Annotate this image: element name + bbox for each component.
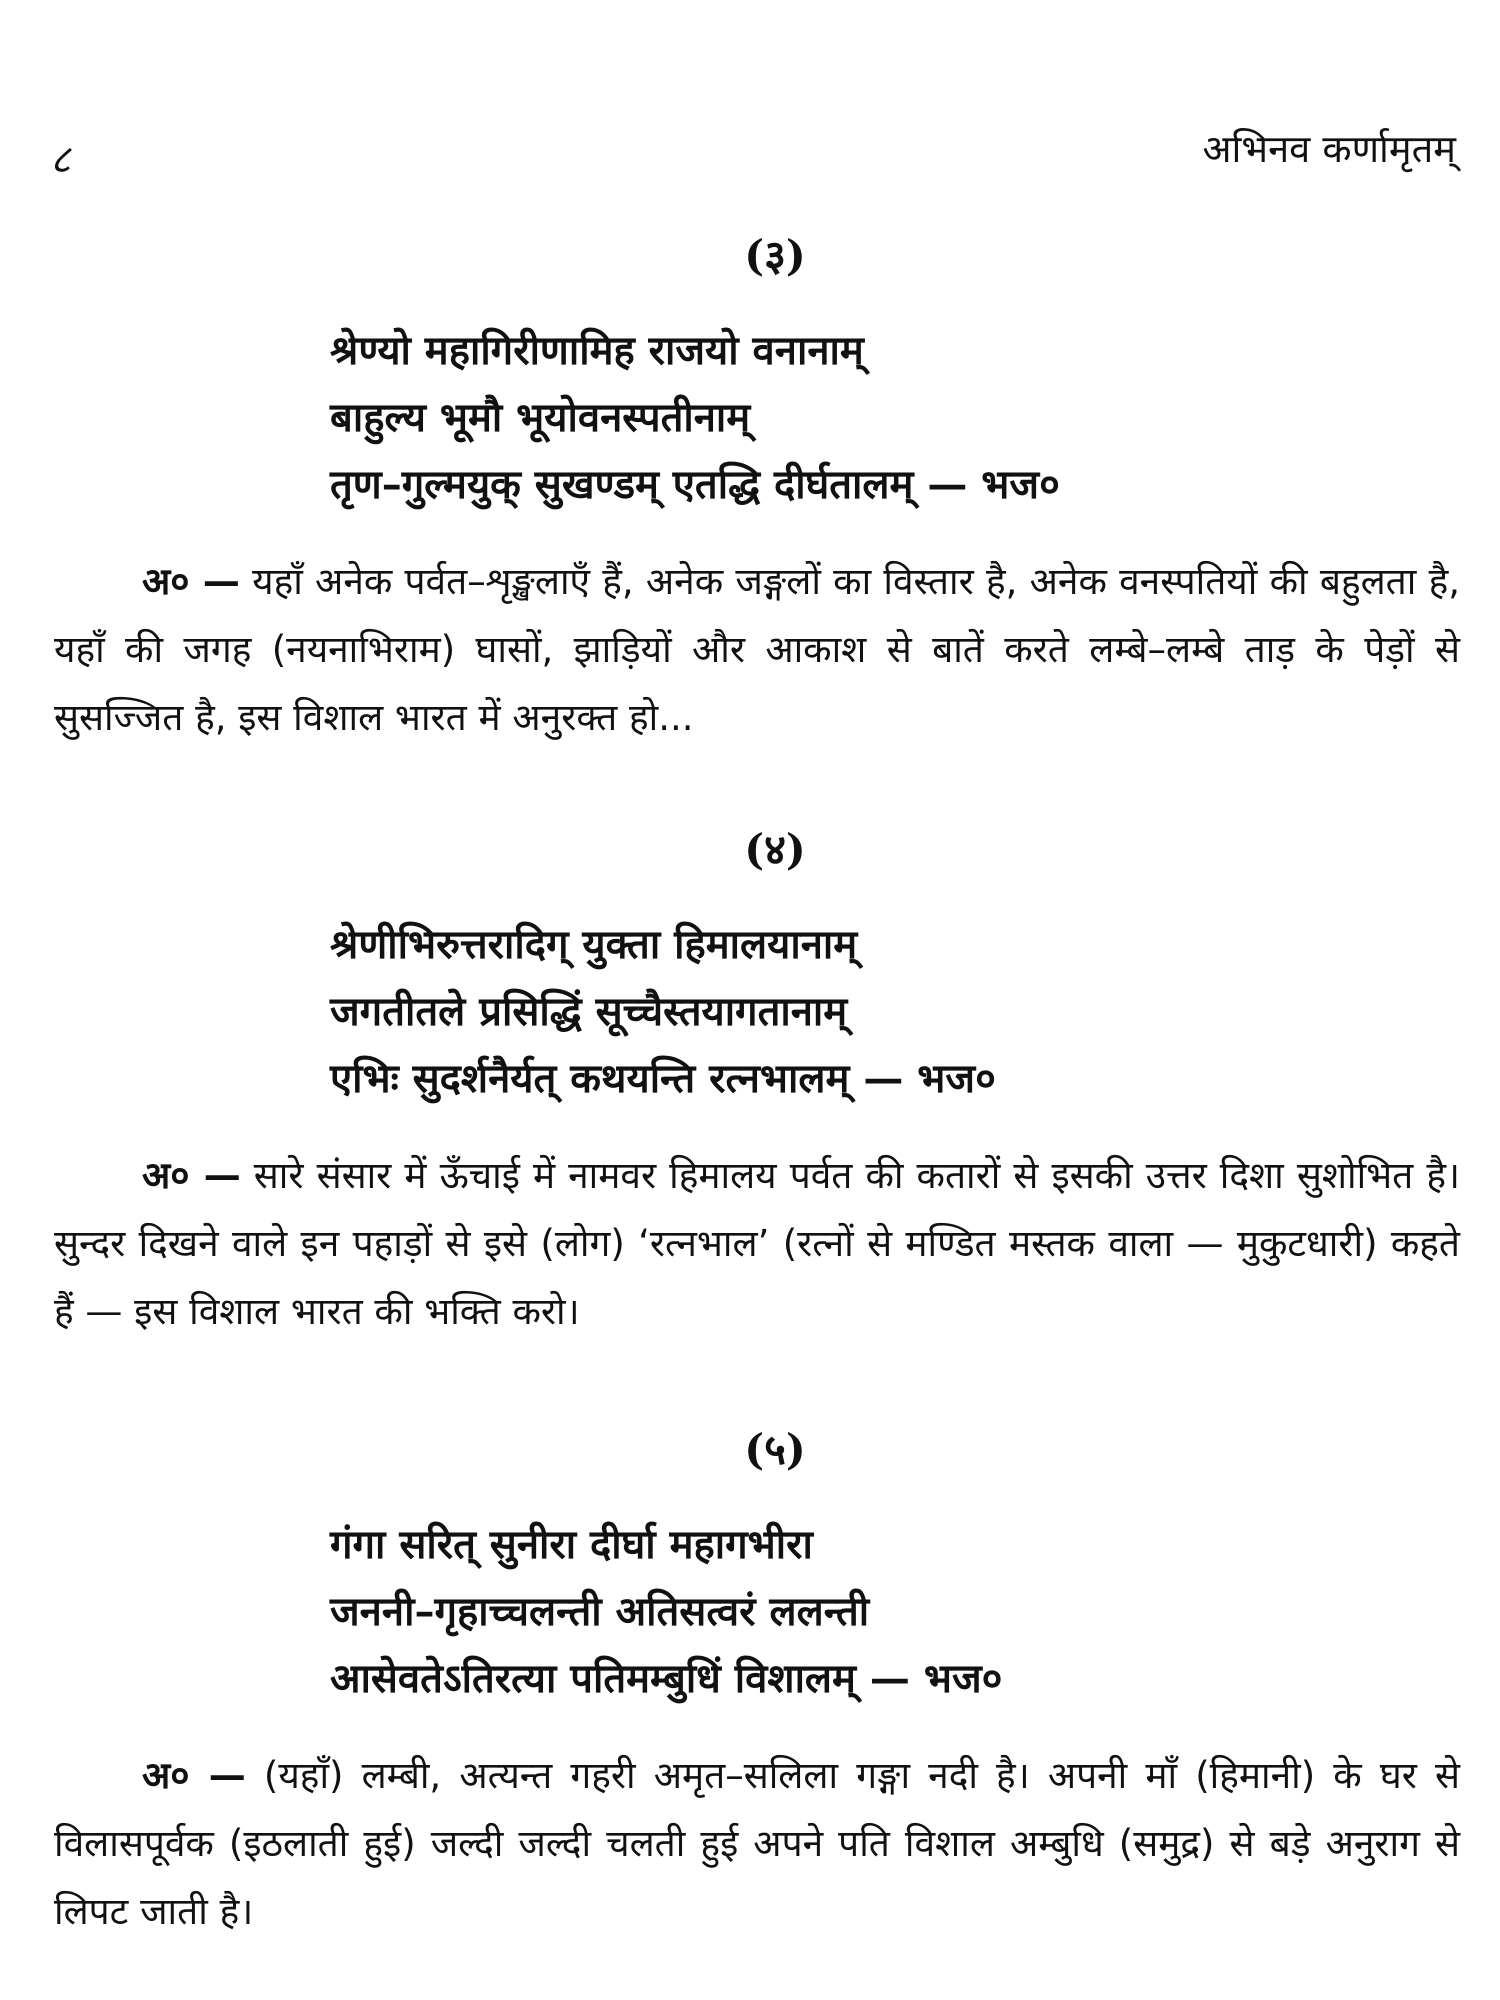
meaning-paragraph (54, 548, 1460, 752)
meaning-prefix: अ० — (142, 1154, 241, 1197)
verse-lines (330, 911, 1430, 1112)
meaning-prefix: अ० — (142, 560, 240, 603)
verse-section-3 (0, 226, 1500, 752)
meaning-prefix: अ० — (142, 1754, 246, 1797)
verse-line: जगतीतले प्रसिद्धिं सूच्चैस्तयागतानाम् (330, 988, 848, 1035)
page-number: ८ (50, 137, 71, 183)
running-title: अभिनव कर्णामृतम् (1202, 127, 1456, 171)
verse-lines (330, 1511, 1430, 1712)
meaning-paragraph (54, 1142, 1460, 1346)
meaning-text: यहाँ अनेक पर्वत–शृङ्खलाएँ हैं, अनेक जङ्गलों का विस्तार है, अनेक वनस्पतियों की बहुलता है, यहाँ की जगह (नयनाभिराम) घासों, झाड़ियों और आकाश से बातें करते लम्बे–लम्बे ताड़ के पेड़ों से सुसज्जित है, इस विशाल भारत में अनुरक्त हो... (54, 560, 1461, 739)
verse-line: श्रेणीभिरुत्तरादिग् युक्ता हिमालयानाम् (330, 921, 858, 968)
verse-line: बाहुल्य भूमौ भूयोवनस्पतीनाम् (330, 394, 751, 441)
verse-section-4 (0, 820, 1500, 1346)
verse-line: गंगा सरित् सुनीरा दीर्घा महागभीरा (330, 1521, 813, 1568)
verse-lines (330, 317, 1430, 518)
verse-line: तृण–गुल्मयुक् सुखण्डम् एतद्धि दीर्घतालम् — भज० (330, 461, 1060, 508)
verse-number: (५) (744, 1425, 806, 1474)
meaning-text: (यहाँ) लम्बी, अत्यन्त गहरी अमृत–सलिला गङ्गा नदी है। अपनी माँ (हिमानी) के घर से विलासपूर्वक (इठलाती हुई) जल्दी जल्दी चलती हुई अपने पति विशाल अम्बुधि (समुद्र) से बड़े अनुराग से लिपट जाती है। (54, 1754, 1460, 1933)
verse-line: जननी–गृहाच्चलन्ती अतिसत्वरं ललन्ती (330, 1588, 870, 1635)
verse-number: (३) (744, 231, 806, 280)
verse-section-5 (0, 1420, 1500, 1946)
verse-line: एभिः सुदर्शनैर्यत् कथयन्ति रत्नभालम् — भज० (330, 1055, 996, 1102)
verse-line: आसेवतेऽतिरत्या पतिमम्बुधिं विशालम् — भज० (330, 1655, 1003, 1702)
meaning-paragraph (54, 1742, 1460, 1946)
meaning-text: सारे संसार में ऊँचाई में नामवर हिमालय पर्वत की कतारों से इसकी उत्तर दिशा सुशोभित है। सुन्दर दिखने वाले इन पहाड़ों से इसे (लोग) ‘रत्नभाल’ (रत्नों से मण्डित मस्तक वाला — मुकुटधारी) कहते हैं — इस विशाल भारत की भक्ति करो। (54, 1154, 1461, 1333)
verse-line: श्रेण्यो महागिरीणामिह राजयो वनानाम् (330, 327, 864, 374)
verse-number: (४) (744, 825, 806, 874)
